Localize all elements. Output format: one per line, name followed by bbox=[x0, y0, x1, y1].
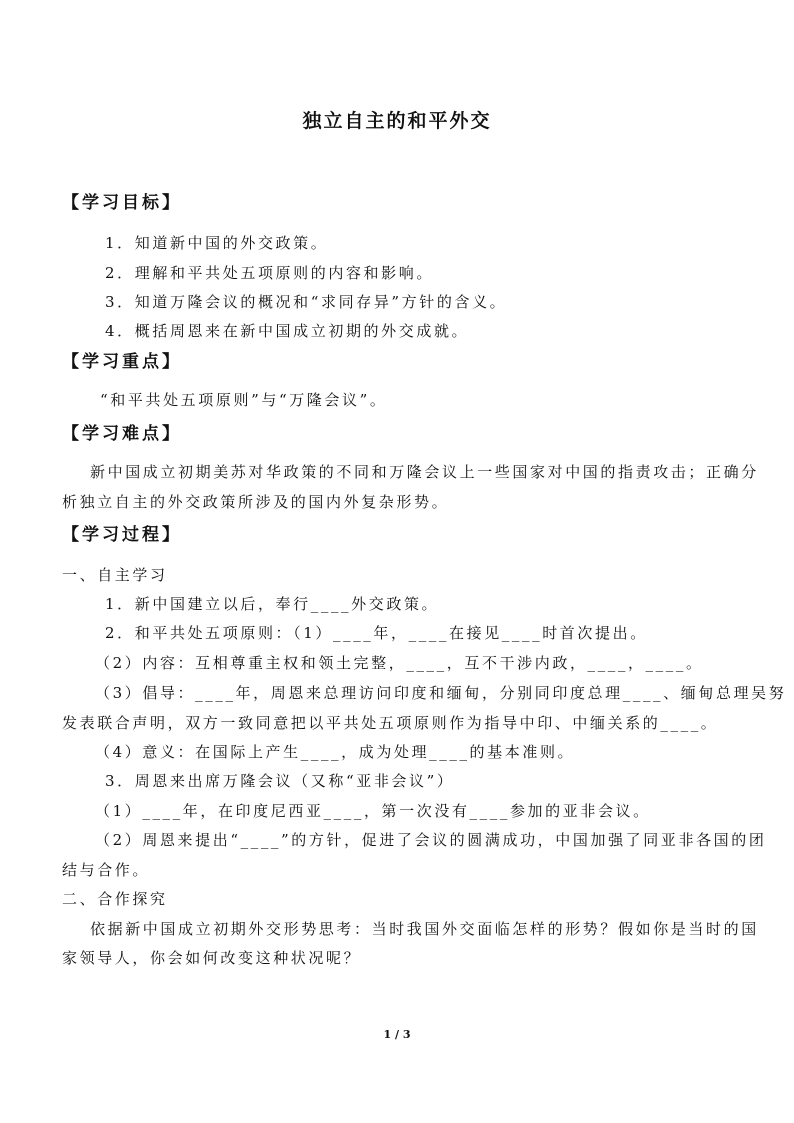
inquiry-text: 依据新中国成立初期外交形势思考：当时我国外交面临怎样的形势？假如你是当时的国 bbox=[90, 920, 759, 938]
exercise-line: （3）倡导：____年，周恩来总理访问印度和缅甸，分别同印度总理____、缅甸总理吴努 bbox=[95, 684, 787, 702]
goal-item: 2．理解和平共处五项原则的内容和影响。 bbox=[105, 264, 434, 282]
exercise-line: 1．新中国建立以后，奉行____外交政策。 bbox=[105, 595, 440, 613]
goal-item: 3．知道万隆会议的概况和“求同存异”方针的含义。 bbox=[105, 293, 508, 311]
exercise-line: （4）意义：在国际上产生____，成为处理____的基本准则。 bbox=[95, 743, 576, 761]
heading-process: 【学习过程】 bbox=[62, 525, 182, 545]
part2-heading: 二、合作探究 bbox=[62, 890, 168, 908]
difficult-text: 新中国成立初期美苏对华政策的不同和万隆会议上一些国家对中国的指责攻击；正确分 bbox=[90, 463, 759, 481]
exercise-line: 结与合作。 bbox=[62, 861, 151, 879]
page-number: 1 / 3 bbox=[383, 1028, 411, 1041]
key-text: “和平共处五项原则”与“万隆会议”。 bbox=[100, 391, 388, 409]
exercise-line: （1）____年，在印度尼西亚____，第一次没有____参加的亚非会议。 bbox=[95, 802, 651, 820]
exercise-line: 2．和平共处五项原则：（1）____年，____在接见____时首次提出。 bbox=[105, 624, 648, 642]
goal-item: 1．知道新中国的外交政策。 bbox=[105, 234, 329, 252]
goal-item: 4．概括周恩来在新中国成立初期的外交成就。 bbox=[105, 322, 470, 340]
exercise-line: （2）周恩来提出“____”的方针，促进了会议的圆满成功，中国加强了同亚非各国的团 bbox=[95, 831, 767, 849]
heading-key: 【学习重点】 bbox=[62, 352, 182, 372]
exercise-line: 发表联合声明，双方一致同意把以平共处五项原则作为指导中印、中缅关系的____。 bbox=[62, 714, 719, 732]
document-title: 独立自主的和平外交 bbox=[302, 110, 492, 132]
difficult-text: 析独立自主的外交政策所涉及的国内外复杂形势。 bbox=[62, 493, 450, 511]
inquiry-text: 家领导人，你会如何改变这种状况呢？ bbox=[62, 949, 362, 967]
part1-heading: 一、自主学习 bbox=[62, 566, 168, 584]
exercise-line: （2）内容：互相尊重主权和领土完整，____，互不干涉内政，____，____。 bbox=[95, 654, 704, 672]
heading-goals: 【学习目标】 bbox=[62, 193, 182, 213]
heading-difficult: 【学习难点】 bbox=[62, 424, 182, 444]
exercise-line: 3．周恩来出席万隆会议（又称“亚非会议”） bbox=[105, 772, 455, 790]
